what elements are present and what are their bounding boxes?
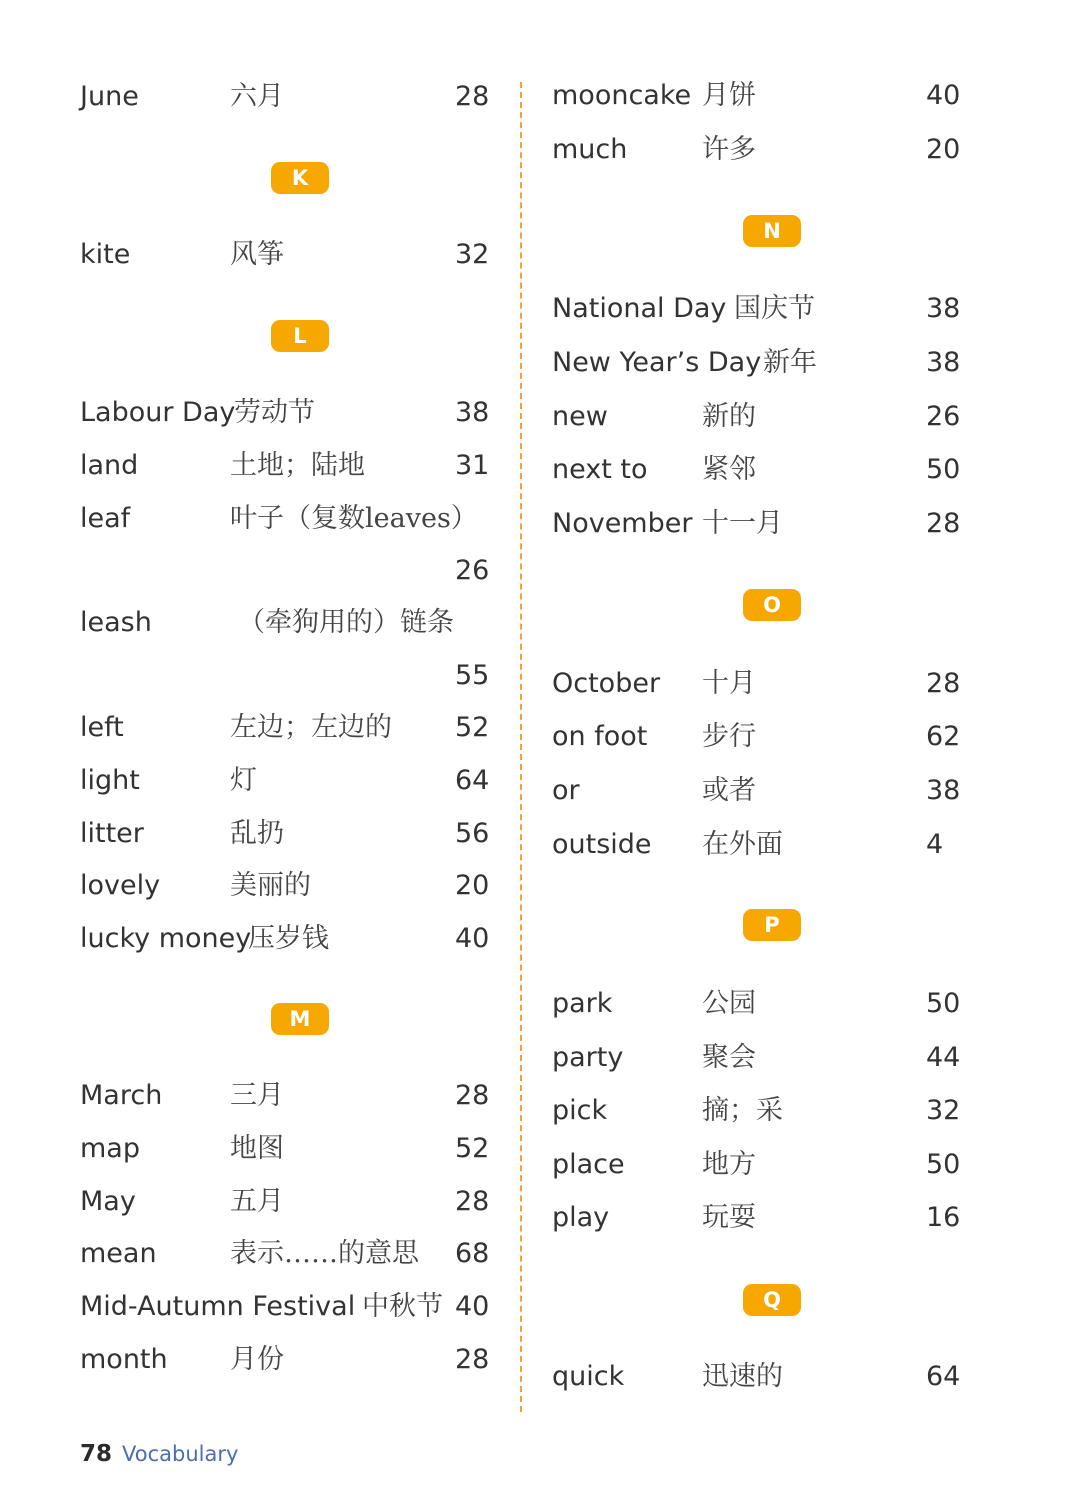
- english-word: much: [552, 134, 628, 165]
- vocab-entry: [0, 76, 1080, 116]
- page-reference: 28: [926, 508, 961, 539]
- page-reference: 28: [455, 1186, 490, 1217]
- page-reference: 26: [926, 401, 961, 432]
- vocab-entry: [0, 1145, 1080, 1185]
- page-reference: 40: [455, 923, 490, 954]
- chinese-meaning: 叶子（复数leaves）: [230, 503, 478, 534]
- chinese-meaning: 国庆节: [734, 293, 815, 324]
- chinese-meaning: 灯: [230, 765, 257, 796]
- vocab-entry: [0, 717, 1080, 757]
- page-reference: 68: [455, 1238, 490, 1269]
- page-reference: 31: [455, 450, 490, 481]
- english-word: play: [552, 1202, 610, 1233]
- english-word: or: [552, 775, 580, 806]
- chinese-meaning: 十月: [702, 668, 756, 699]
- section-letter-badge: Q: [743, 1284, 801, 1316]
- page-reference: 38: [926, 775, 961, 806]
- chinese-meaning: 在外面: [702, 829, 783, 860]
- english-word: light: [80, 765, 140, 796]
- page-reference: 50: [926, 454, 961, 485]
- page-reference: 52: [455, 1133, 490, 1164]
- page-reference: 26: [455, 555, 490, 586]
- chinese-meaning: 乱扔: [230, 818, 284, 849]
- page-reference: 4: [926, 829, 944, 860]
- english-word: mooncake: [552, 80, 692, 111]
- chinese-meaning: 土地；陆地: [230, 450, 365, 481]
- english-word: land: [80, 450, 139, 481]
- section-letter-badge: K: [271, 162, 329, 194]
- chinese-meaning: 月份: [230, 1344, 284, 1375]
- chinese-meaning: 迅速的: [702, 1361, 783, 1392]
- vocab-entry: [0, 450, 1080, 490]
- english-word: New Year’s Day: [552, 347, 762, 378]
- chinese-meaning: 公园: [702, 988, 756, 1019]
- english-word: park: [552, 988, 613, 1019]
- page-reference: 50: [926, 1149, 961, 1180]
- chinese-meaning: 新年: [763, 347, 817, 378]
- page-reference: 64: [926, 1361, 961, 1392]
- page-reference: 52: [455, 712, 490, 743]
- english-word: June: [80, 81, 139, 112]
- section-letter-badge: O: [743, 589, 801, 621]
- english-word: on foot: [552, 721, 648, 752]
- page-number: 78: [80, 1441, 113, 1467]
- vocab-entry: [0, 866, 1080, 906]
- chinese-meaning: 或者: [702, 775, 756, 806]
- vocab-entry: [0, 825, 1080, 865]
- section-letter-badge: L: [271, 320, 329, 352]
- page-reference: 20: [926, 134, 961, 165]
- page-reference: 56: [455, 818, 490, 849]
- chinese-meaning: 美丽的: [230, 870, 311, 901]
- english-word: November: [552, 508, 693, 539]
- page-reference: 28: [455, 1080, 490, 1111]
- vocab-entry: [0, 343, 1080, 383]
- page-reference: 50: [926, 988, 961, 1019]
- page-reference: 28: [455, 81, 490, 112]
- chinese-meaning: 月饼: [702, 80, 756, 111]
- vocab-entry: [0, 919, 1080, 959]
- english-word: map: [80, 1133, 140, 1164]
- chinese-meaning: 左边；左边的: [230, 712, 392, 743]
- vocab-entry: [0, 1091, 1080, 1131]
- english-word: leaf: [80, 503, 131, 534]
- chinese-meaning: 压岁钱: [248, 923, 329, 954]
- english-word: mean: [80, 1238, 157, 1269]
- section-letter-badge: N: [743, 215, 801, 247]
- english-word: National Day: [552, 293, 727, 324]
- vocab-entry: [0, 1198, 1080, 1238]
- english-word: lovely: [80, 870, 161, 901]
- english-word: new: [552, 401, 608, 432]
- vocab-entry: [0, 289, 1080, 329]
- english-word: litter: [80, 818, 144, 849]
- chinese-meaning: 表示……的意思: [230, 1238, 419, 1269]
- chinese-meaning: 六月: [230, 81, 284, 112]
- english-word: kite: [80, 239, 131, 270]
- english-word: Mid-Autumn Festival: [80, 1291, 356, 1322]
- vocab-entry: [0, 1287, 1080, 1327]
- page-reference: 44: [926, 1042, 961, 1073]
- chinese-meaning: 许多: [702, 134, 756, 165]
- english-word: party: [552, 1042, 624, 1073]
- page-reference: 62: [926, 721, 961, 752]
- chinese-meaning: 中秋节: [362, 1291, 443, 1322]
- page-reference: 55: [455, 660, 490, 691]
- vocab-entry: [0, 397, 1080, 437]
- english-word: lucky money: [80, 923, 252, 954]
- english-word: month: [80, 1344, 168, 1375]
- page-reference: 28: [455, 1344, 490, 1375]
- chinese-meaning: 三月: [230, 1080, 284, 1111]
- footer-label: Vocabulary: [122, 1442, 239, 1466]
- vocab-entry: [0, 984, 1080, 1024]
- english-word: October: [552, 668, 661, 699]
- page-reference: 20: [455, 870, 490, 901]
- vocab-entry: [0, 504, 1080, 544]
- vocab-entry: [0, 1357, 1080, 1397]
- chinese-meaning: 新的: [702, 401, 756, 432]
- chinese-meaning: 地图: [230, 1133, 284, 1164]
- vocab-entry: [0, 771, 1080, 811]
- vocab-entry: [0, 130, 1080, 170]
- vocab-entry: [0, 664, 1080, 704]
- chinese-meaning: 聚会: [702, 1042, 756, 1073]
- english-word: March: [80, 1080, 163, 1111]
- page-reference: 32: [926, 1095, 961, 1126]
- section-letter-badge: P: [743, 909, 801, 941]
- english-word: place: [552, 1149, 625, 1180]
- vocab-entry: [0, 1234, 1080, 1274]
- page-footer: [80, 1440, 238, 1472]
- chinese-meaning: 玩耍: [702, 1202, 756, 1233]
- english-word: quick: [552, 1361, 625, 1392]
- chinese-meaning: 风筝: [230, 239, 284, 270]
- vocab-entry: [0, 1038, 1080, 1078]
- english-word: Labour Day: [80, 397, 236, 428]
- chinese-meaning: 步行: [702, 721, 756, 752]
- page-reference: 16: [926, 1202, 961, 1233]
- page-reference: 40: [455, 1291, 490, 1322]
- page-reference: 40: [926, 80, 961, 111]
- page-reference: 38: [926, 293, 961, 324]
- english-word: left: [80, 712, 124, 743]
- chinese-meaning: 紧邻: [702, 454, 756, 485]
- page-reference: 38: [926, 347, 961, 378]
- chinese-meaning: 十一月: [702, 508, 783, 539]
- english-word: pick: [552, 1095, 608, 1126]
- chinese-meaning: 五月: [230, 1186, 284, 1217]
- chinese-meaning: 劳动节: [234, 397, 315, 428]
- page-reference: 32: [455, 239, 490, 270]
- page-reference: 38: [455, 397, 490, 428]
- chinese-meaning: （牵狗用的）链条: [238, 607, 454, 638]
- section-letter-badge: M: [271, 1003, 329, 1035]
- english-word: leash: [80, 607, 152, 638]
- vocab-entry: [0, 235, 1080, 275]
- chinese-meaning: 摘；采: [702, 1095, 783, 1126]
- english-word: next to: [552, 454, 648, 485]
- english-word: May: [80, 1186, 136, 1217]
- page-reference: 64: [455, 765, 490, 796]
- page-reference: 28: [926, 668, 961, 699]
- english-word: outside: [552, 829, 652, 860]
- chinese-meaning: 地方: [702, 1149, 756, 1180]
